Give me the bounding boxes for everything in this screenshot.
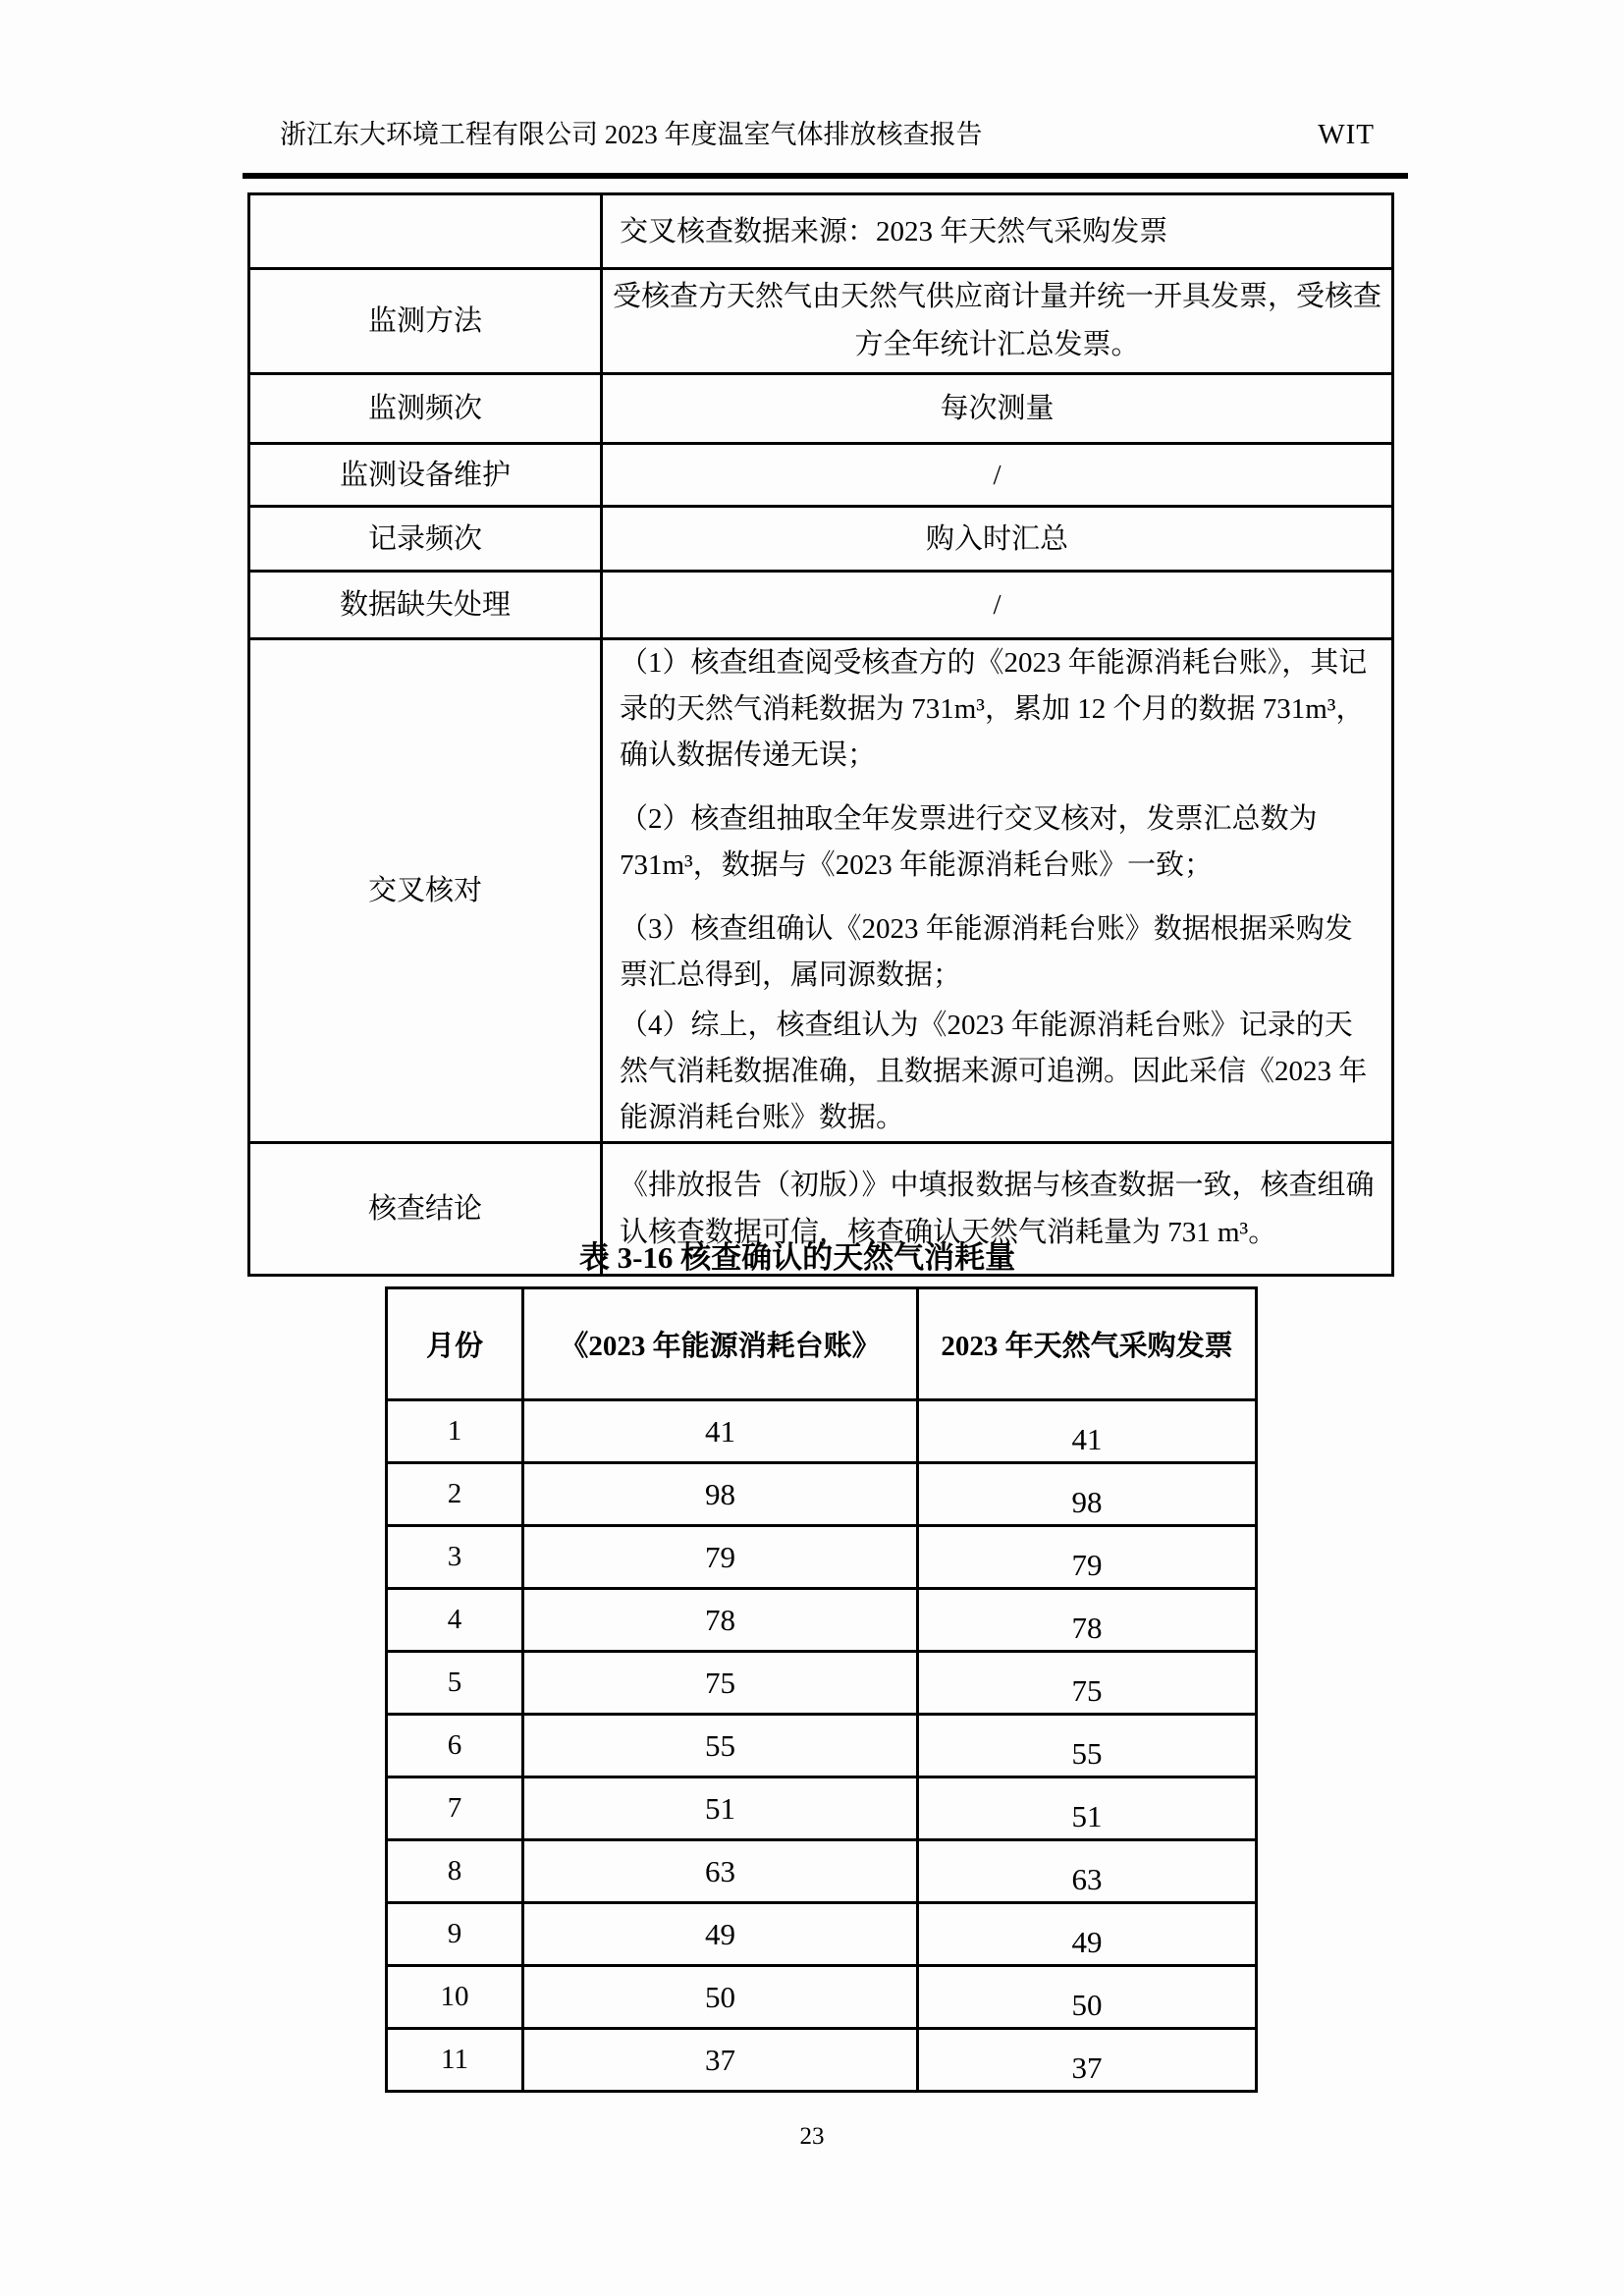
cell-text: 63 xyxy=(705,1853,735,1888)
month-cell xyxy=(387,1526,523,1589)
month-cell xyxy=(387,1903,523,1966)
cell-text: 49 xyxy=(705,1916,735,1951)
cell-text: 11 xyxy=(441,2044,468,2075)
consumption-row xyxy=(387,1715,1257,1777)
row-value: 交叉核查数据来源：2023 年天然气采购发票 xyxy=(602,194,1393,269)
cell-text: 9 xyxy=(447,1918,462,1949)
month-cell xyxy=(387,1589,523,1652)
value-cell xyxy=(918,1526,1257,1589)
cross-check-paragraph: （1）核查组查阅受核查方的《2023 年能源消耗台账》，其记录的天然气消耗数据为 731m³，累加 12 个月的数据 731m³，确认数据传递无误； xyxy=(620,647,1368,771)
consumption-row xyxy=(387,1463,1257,1526)
row-value: 《排放报告（初版）》中填报数据与核查数据一致，核查组确认核查数据可信，核查确认天然气消耗量为 731 m³。 xyxy=(602,1143,1393,1276)
month-cell xyxy=(387,1715,523,1777)
consumption-table xyxy=(385,1286,1258,2093)
cell-text: 7 xyxy=(447,1792,462,1824)
cell-text: 49 xyxy=(1071,1924,1103,1959)
cell-text: 37 xyxy=(705,2042,735,2077)
cell-text: 78 xyxy=(705,1602,735,1637)
cell-text: 79 xyxy=(1071,1547,1103,1582)
value-cell xyxy=(523,1903,918,1966)
cell-text: 50 xyxy=(1071,1987,1103,2022)
row-label: 监测设备维护 xyxy=(249,444,602,507)
row-label: 数据缺失处理 xyxy=(249,572,602,639)
column-header-ledger: 《2023 年能源消耗台账》 xyxy=(523,1288,918,1400)
cell-text: 2 xyxy=(447,1478,462,1509)
row-label: 核查结论 xyxy=(249,1143,602,1276)
cell-text: 50 xyxy=(705,1979,735,2014)
table-row xyxy=(249,639,1393,1143)
row-value: 每次测量 xyxy=(602,374,1393,444)
cell-text: 5 xyxy=(447,1667,462,1698)
value-cell xyxy=(523,1526,918,1589)
cell-text: 8 xyxy=(447,1855,462,1886)
header-rule xyxy=(243,173,1408,179)
row-label: 监测频次 xyxy=(249,374,602,444)
value-cell xyxy=(918,1400,1257,1463)
cell-text: 10 xyxy=(440,1981,469,2012)
table-row xyxy=(249,374,1393,444)
month-cell xyxy=(387,1840,523,1903)
value-cell xyxy=(523,1966,918,2029)
value-cell xyxy=(918,1463,1257,1526)
cell-text: 51 xyxy=(705,1790,735,1826)
cross-check-paragraph: （4）综上，核查组认为《2023 年能源消耗台账》记录的天然气消耗数据准确，且数据来源可追溯。因此采信《2023 年能源消耗台账》数据。 xyxy=(620,1010,1368,1133)
value-cell xyxy=(523,1589,918,1652)
value-cell xyxy=(523,1715,918,1777)
cell-text: 6 xyxy=(447,1729,462,1761)
cell-text: 78 xyxy=(1071,1610,1103,1645)
month-cell xyxy=(387,1777,523,1840)
consumption-header-row xyxy=(387,1288,1257,1400)
row-label xyxy=(249,194,602,269)
cross-check-paragraph: （2）核查组抽取全年发票进行交叉核对，发票汇总数为 731m³，数据与《2023 年能源消耗台账》一致； xyxy=(620,803,1318,881)
cell-text: 55 xyxy=(1071,1735,1103,1771)
cell-text: 1 xyxy=(447,1415,462,1447)
value-cell xyxy=(918,2029,1257,2092)
value-cell xyxy=(918,1966,1257,2029)
consumption-row xyxy=(387,1777,1257,1840)
month-cell xyxy=(387,1652,523,1715)
value-cell xyxy=(918,1903,1257,1966)
value-cell xyxy=(918,1652,1257,1715)
cell-text: 75 xyxy=(705,1665,735,1700)
month-cell xyxy=(387,1400,523,1463)
month-cell xyxy=(387,1463,523,1526)
value-cell xyxy=(523,1777,918,1840)
consumption-row xyxy=(387,1589,1257,1652)
row-value: / xyxy=(602,572,1393,639)
document-header xyxy=(280,118,1375,151)
consumption-row xyxy=(387,2029,1257,2092)
cell-text: 55 xyxy=(705,1727,735,1763)
cell-text: 3 xyxy=(447,1541,462,1572)
row-value xyxy=(602,639,1393,1143)
consumption-table-body xyxy=(387,1400,1257,2092)
value-cell xyxy=(523,2029,918,2092)
row-value: 受核查方天然气由天然气供应商计量并统一开具发票，受核查方全年统计汇总发票。 xyxy=(602,269,1393,374)
row-label: 记录频次 xyxy=(249,507,602,572)
consumption-row xyxy=(387,1526,1257,1589)
report-title-text: 浙江东大环境工程有限公司 2023 年度温室气体排放核查报告 xyxy=(280,120,983,149)
cell-text: 37 xyxy=(1071,2050,1103,2085)
consumption-row xyxy=(387,1652,1257,1715)
value-cell xyxy=(918,1589,1257,1652)
row-label: 监测方法 xyxy=(249,269,602,374)
table-row xyxy=(249,269,1393,374)
cell-text: 98 xyxy=(705,1476,735,1511)
row-label: 交叉核对 xyxy=(249,639,602,1143)
value-cell xyxy=(523,1652,918,1715)
cell-text: 41 xyxy=(1071,1421,1103,1456)
table-row xyxy=(249,507,1393,572)
cell-text: 4 xyxy=(447,1604,462,1635)
column-header-month: 月份 xyxy=(387,1288,523,1400)
page-number: 23 xyxy=(799,2123,825,2150)
cell-text: 41 xyxy=(705,1413,735,1449)
cell-text: 79 xyxy=(705,1539,735,1574)
value-cell xyxy=(918,1777,1257,1840)
month-cell xyxy=(387,1966,523,2029)
value-cell xyxy=(523,1463,918,1526)
consumption-row xyxy=(387,1903,1257,1966)
table-row xyxy=(249,194,1393,269)
monitoring-table xyxy=(247,192,1394,1277)
value-cell xyxy=(523,1400,918,1463)
value-cell xyxy=(918,1715,1257,1777)
month-cell xyxy=(387,2029,523,2092)
cell-text: 98 xyxy=(1071,1484,1103,1519)
value-cell xyxy=(523,1840,918,1903)
cell-text: 63 xyxy=(1071,1861,1103,1896)
consumption-row xyxy=(387,1966,1257,2029)
wit-mark: WIT xyxy=(1318,119,1375,150)
cross-check-paragraph: （3）核查组确认《2023 年能源消耗台账》数据根据采购发票汇总得到，属同源数据； xyxy=(620,913,1353,991)
consumption-row xyxy=(387,1840,1257,1903)
table-row xyxy=(249,572,1393,639)
cell-text: 51 xyxy=(1071,1798,1103,1833)
table-row xyxy=(249,444,1393,507)
value-cell xyxy=(918,1840,1257,1903)
consumption-row xyxy=(387,1400,1257,1463)
row-value: 购入时汇总 xyxy=(602,507,1393,572)
row-value: / xyxy=(602,444,1393,507)
table-caption: 表 3-16 核查确认的天然气消耗量 xyxy=(578,1240,1016,1275)
column-header-invoice: 2023 年天然气采购发票 xyxy=(918,1288,1257,1400)
cell-text: 75 xyxy=(1071,1672,1103,1708)
